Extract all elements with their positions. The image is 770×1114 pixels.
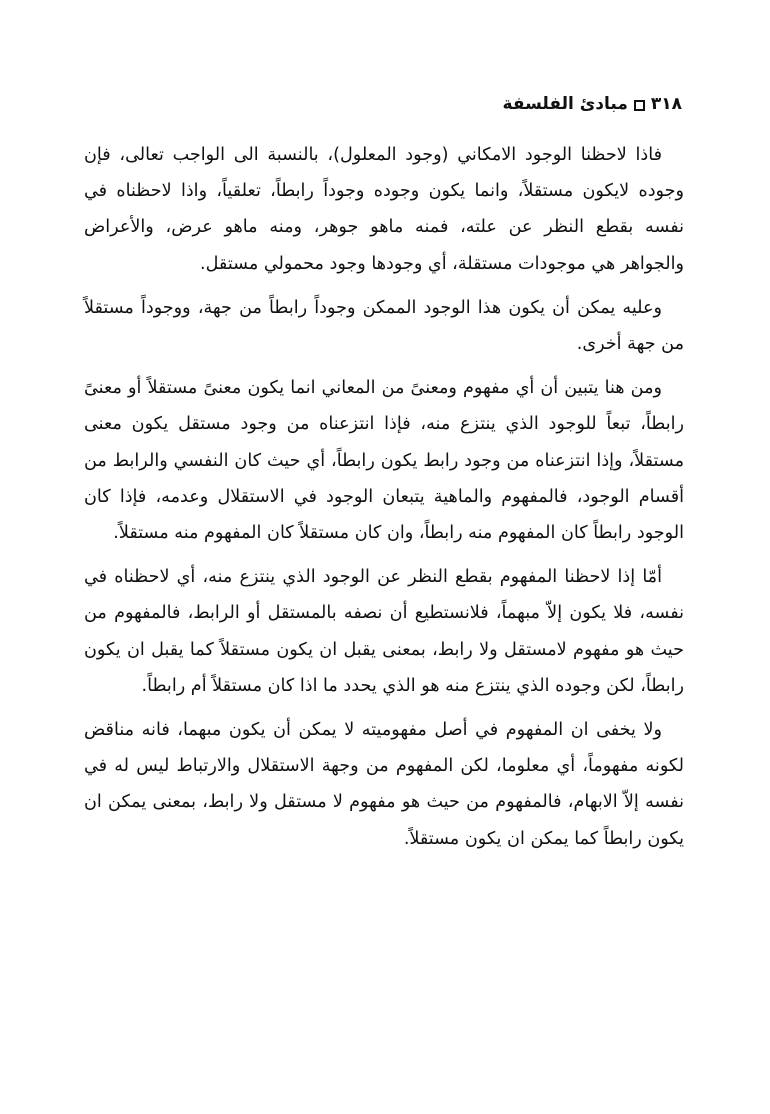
page-number: ٣١٨ [650, 94, 682, 114]
book-title: مبادئ الفلسفة [502, 94, 628, 114]
running-head [503, 90, 682, 118]
paragraph-1: فاذا لاحظنا الوجود الامكاني (وجود المعلول)، بالنسبة الى الواجب تعالى، فإن وجوده لايكون مستقلاً، وانما يكون وجوده وجوداً رابطاً، تعلقياً، واذا لاحظناه في نفسه بقطع النظر عن علته، فمنه ماهو جوهر، ومنه ماهو عرض، والأعراض والجواهر هي موجودات مستقلة، أي وجودها وجود محمولي مستقل. [84, 145, 684, 274]
body-text [84, 137, 684, 865]
paragraph-4: أمّا إذا لاحظنا المفهوم بقطع النظر عن الوجود الذي ينتزع منه، أي لاحظناه في نفسه، فلا يكون إلاّ مبهماً، فلانستطيع أن نصفه بالمستقل أو الرابط، فالمفهوم من حيث هو مفهوم لامستقل ولا رابط، بمعنى يقبل ان يكون مستقلاً كما يقبل ان يكون رابطاً، لكن وجوده الذي ينتزع منه هو الذي يحدد ما اذا كان مستقلاً أم رابطاً. [84, 567, 684, 696]
square-icon [634, 100, 645, 111]
paragraph-3: ومن هنا يتبين أن أي مفهوم ومعنىً من المعاني انما يكون معنىً مستقلاً أو معنىً رابطاً، تبعاً للوجود الذي ينتزع منه، فإذا انتزعناه من وجود مستقل يكون معنى مستقلاً، وإذا انتزعناه من وجود رابط يكون رابطاً، أي حيث كان النفسي والرابط من أقسام الوجود، فالمفهوم والماهية يتبعان الوجود في الاستقلال وعدمه، فإذا كان الوجود رابطاً كان المفهوم منه رابطاً، وان كان مستقلاً كان المفهوم منه مستقلاً. [84, 378, 684, 544]
paragraph-5: ولا يخفى ان المفهوم في أصل مفهوميته لا يمكن أن يكون مبهما، فانه مناقض لكونه مفهوماً، أي معلوما، لكن المفهوم من وجهة الاستقلال والارتباط ليس له في نفسه إلاّ الابهام، فالمفهوم من حيث هو مفهوم لا مستقل ولا رابط، بمعنى يمكن ان يكون رابطاً كما يمكن ان يكون مستقلاً. [84, 720, 684, 849]
paragraph-2: وعليه يمكن أن يكون هذا الوجود الممكن وجوداً رابطاً من جهة، ووجوداً مستقلاً من جهة أخرى. [84, 297, 684, 355]
